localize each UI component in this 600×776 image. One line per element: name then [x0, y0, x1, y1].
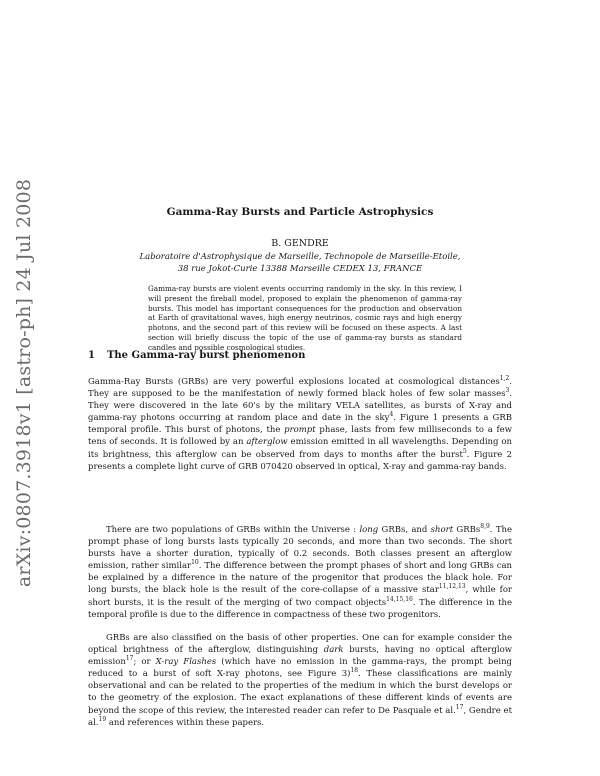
text-run: ; or: [133, 657, 156, 668]
text-run: bursts, having no optical afterglow emission: [88, 645, 512, 668]
citation: 17: [455, 703, 464, 711]
citation: 14,15,16: [386, 595, 413, 603]
text-run: , while for short bursts, it is the result of the merging of two compact objects: [88, 585, 512, 608]
citation: 19: [98, 715, 107, 723]
text-run: and references within these papers.: [106, 717, 265, 728]
paragraph-3: [88, 632, 512, 729]
text-run: emission emitted in all wavelengths. Depending on its brightness, this afterglow can be observed from days to months after the burst: [88, 437, 512, 460]
text-run: GRBs, and: [378, 525, 431, 535]
citation: 8,9: [480, 523, 490, 530]
text-run: Gamma-Ray Bursts (GRBs) are very powerful explosions located at cosmological distances: [88, 377, 500, 387]
emphasis: prompt: [284, 425, 316, 436]
text-run: phase, lasts from few milliseconds to a few tens of seconds. It is followed by an: [88, 425, 512, 448]
text-run: . They were discovered in the late 60's by the military VELA satellites, as bursts of X-ray and gamma-ray photons occurring at random place and date in the sky: [88, 389, 512, 424]
paper-title: Gamma-Ray Bursts and Particle Astrophysics: [166, 206, 434, 218]
citation: 1,2: [499, 375, 510, 382]
emphasis: dark: [323, 645, 344, 656]
citation: 5: [462, 447, 467, 455]
affiliation-line-2: 38 rue Jokot-Curie 13388 Marseille CEDEX 13, FRANCE: [177, 264, 423, 274]
section-title: The Gamma-ray burst phenomenon: [106, 350, 306, 361]
text-run: There are two populations of GRBs within the Universe :: [106, 525, 360, 535]
text-run: , Gendre et al.: [88, 705, 512, 728]
text-run: . They are supposed to be the manifestation of newly formed black holes of few solar masses: [88, 377, 512, 400]
text-run: . The difference between the prompt phases of short and long GRBs can be explained by a difference in the nature of the progenitor that produces the black hole. For long bursts, the black hole is the result of the core-collapse of a massive star: [88, 561, 513, 596]
emphasis: X-ray Flashes: [155, 657, 217, 668]
abstract: Gamma-ray bursts are violent events occurring randomly in the sky. In this review, I will present the fireball model, proposed to explain the phenomenon of gamma-ray bursts. This model has important consequences for the production and observation at Earth of gravitational waves, high energy neutrinos, cosmic rays and high energy photons, and the second part of this review will be focused on these aspects. A last section will briefly discuss the topic of the use of gamma-ray bursts as standard candles and possible cosmological studies.: [148, 284, 462, 352]
citation: 4: [389, 411, 394, 419]
citation: 18: [350, 667, 359, 675]
text-run: . Figure 2 presents a complete light curve of GRB 070420 observed in optical, X-ray and gamma-ray bands.: [88, 449, 513, 472]
text-run: . These classifications are mainly observational and can be related to the properties of the medium in which the burst develops or to the geometry of the explosion. The exact explanations of these different kinds of events are beyond the scope of this review, the interested reader can refer to De Pasquale et al.: [88, 669, 513, 716]
paragraph-2: [88, 524, 512, 621]
emphasis: long: [359, 525, 379, 535]
affiliation-line-1: Laboratoire d'Astrophysique de Marseille, Technopole de Marseille-Etoile,: [139, 252, 461, 262]
arxiv-identifier: arXiv:0807.3918v1 [astro-ph] 24 Jul 2008: [13, 178, 35, 588]
citation: 17: [125, 655, 134, 663]
paragraph-1: [88, 376, 512, 473]
section-heading: [88, 350, 305, 361]
text-run: . The difference in the temporal profile is due to the difference in compactness of these two progenitors.: [88, 597, 512, 620]
citation: 3: [505, 387, 510, 395]
text-run: (which have no emission in the gamma-rays, the prompt being reduced to a burst of soft X-ray photons, see Figure 3): [88, 657, 512, 680]
emphasis: afterglow: [246, 437, 288, 448]
text-run: . Figure 1 presents a GRB temporal profile. This burst of photons, the: [88, 413, 512, 436]
citation: 10: [191, 559, 199, 567]
text-run: GRBs are also classified on the basis of other properties. One can for example consider the optical brightness of the afterglow, distinguishing: [88, 633, 512, 656]
section-number: 1: [88, 350, 95, 361]
text-run: GRBs: [453, 525, 481, 535]
citation: 11,12,13: [438, 583, 466, 591]
text-run: . The prompt phase of long bursts lasts typically 20 seconds, and more than two seconds. The short bursts have a shorter duration, typically of 0.2 seconds. Both classes present an afterglow emission, rather similar: [88, 525, 512, 572]
author: B. GENDRE: [271, 238, 329, 249]
emphasis: short: [430, 525, 454, 535]
